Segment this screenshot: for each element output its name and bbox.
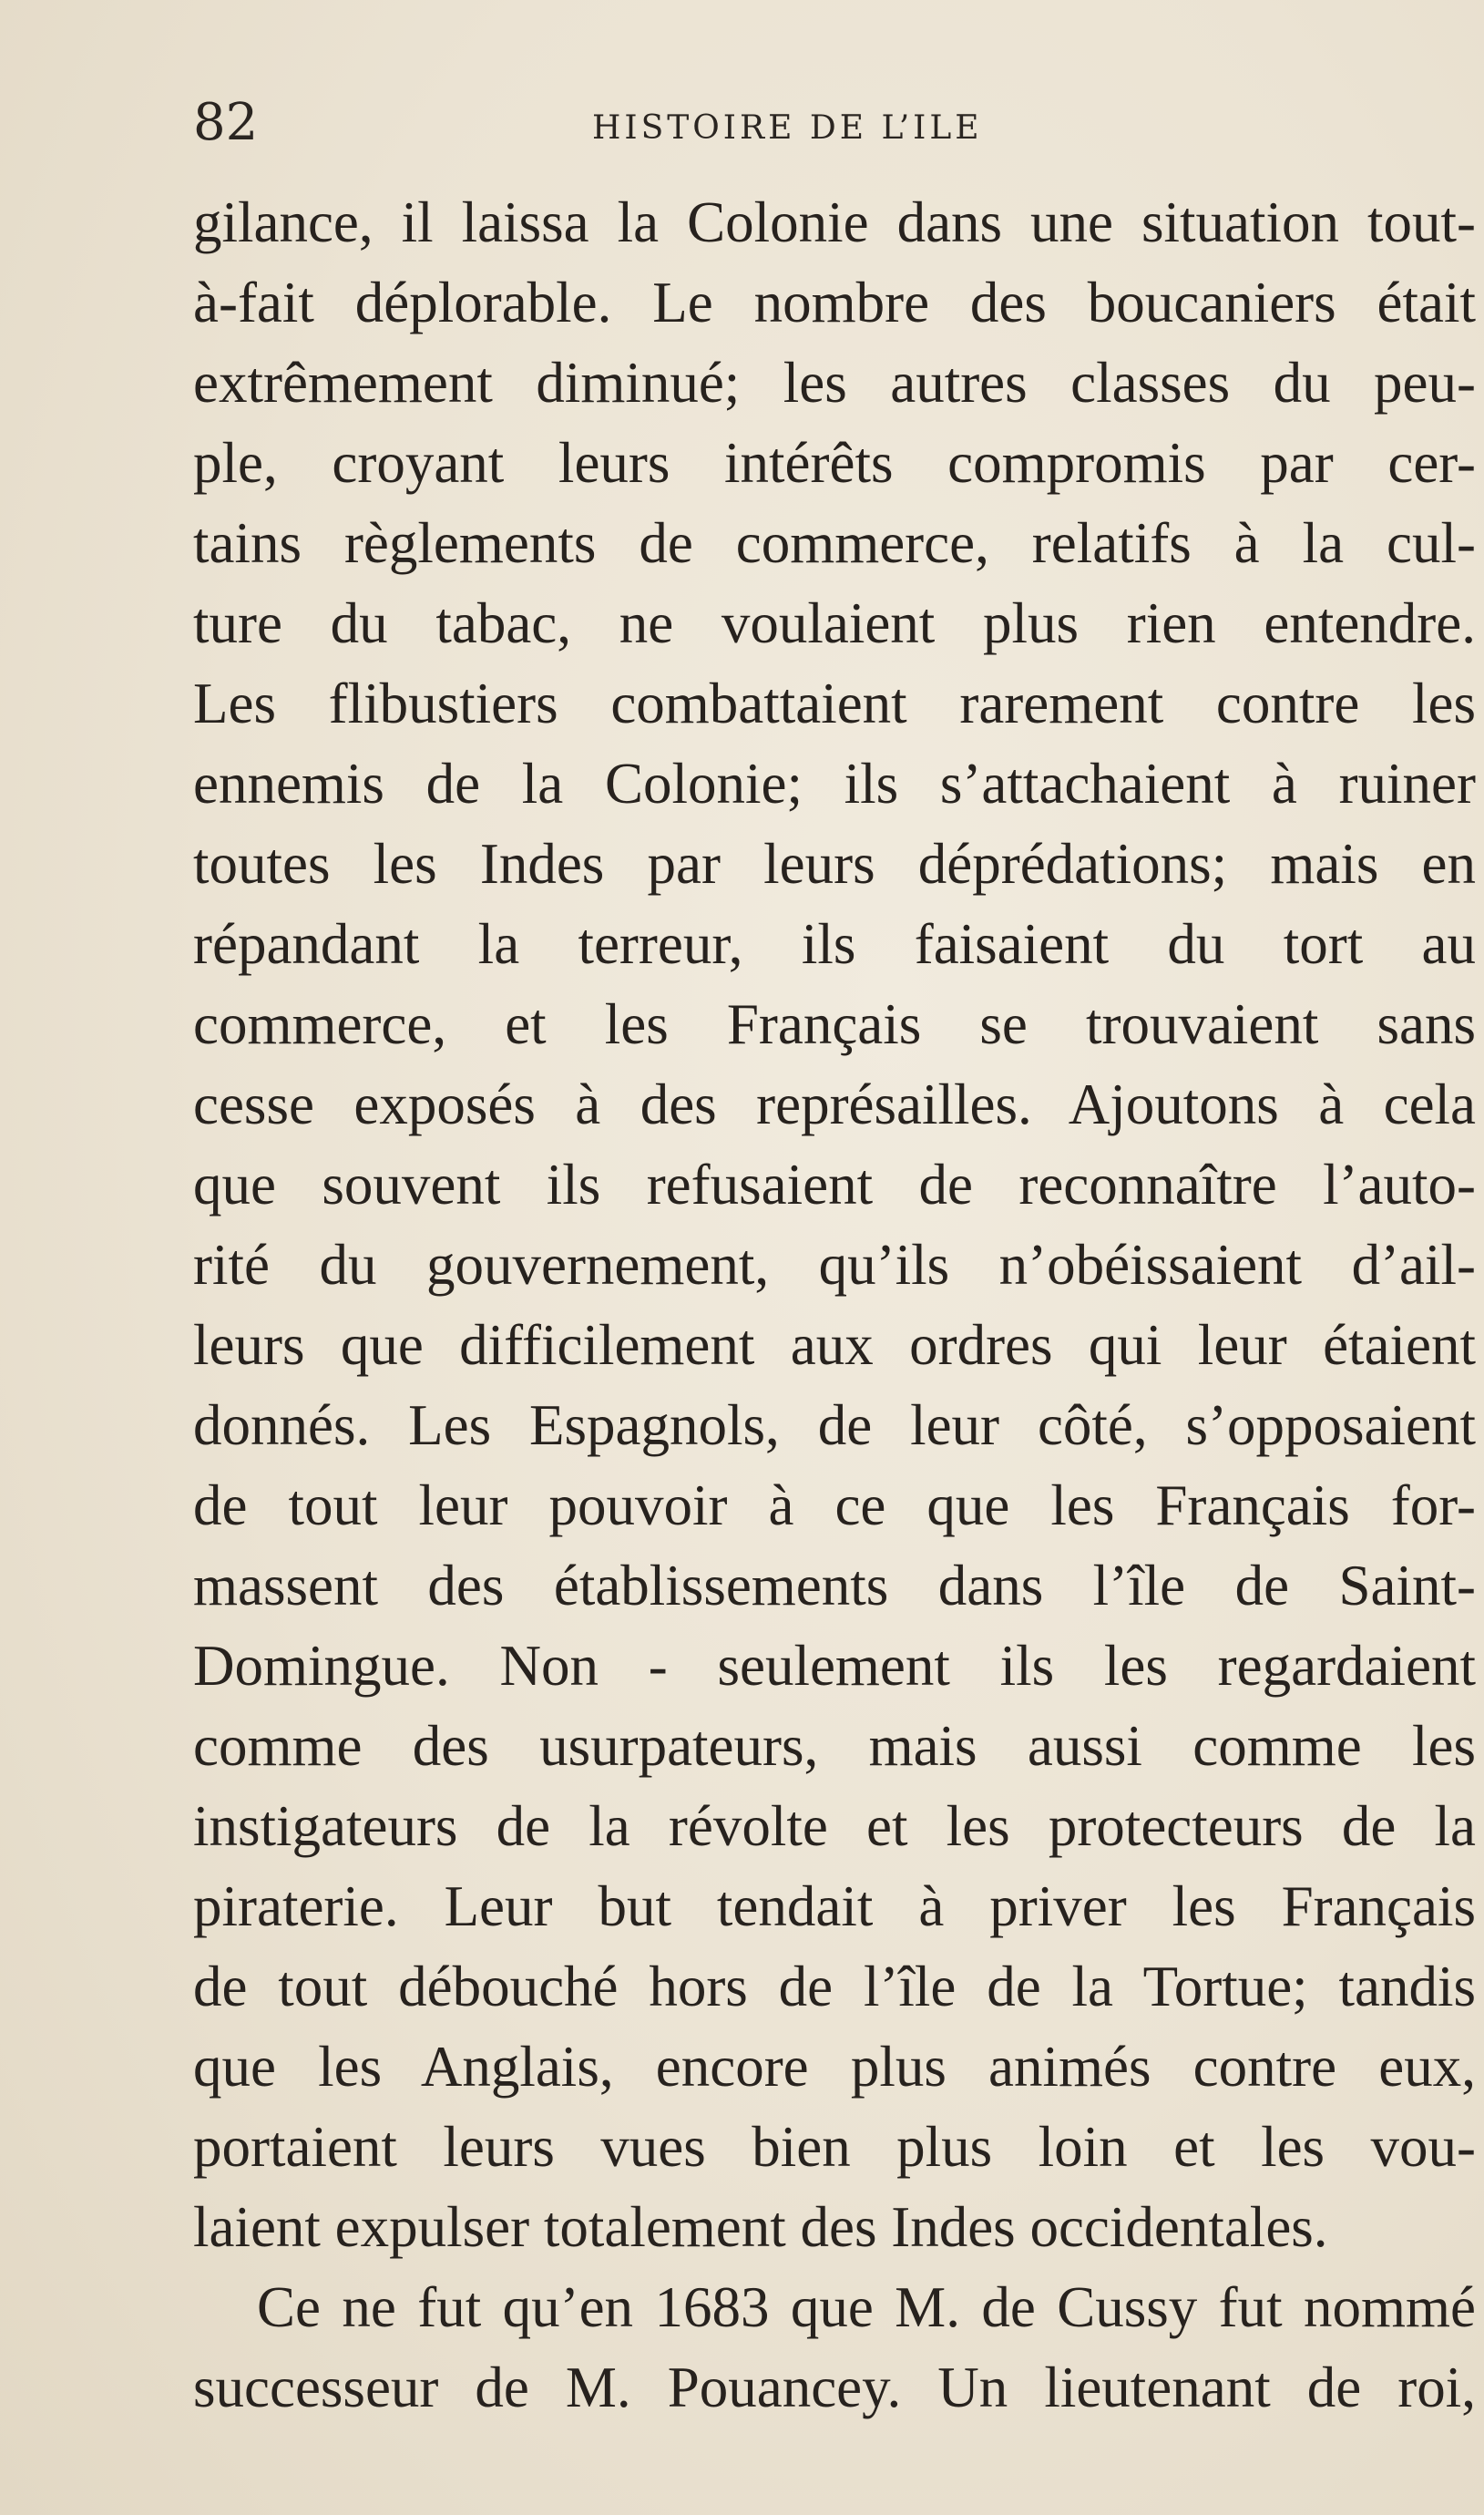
text-line: toutes les Indes par leurs déprédations; mais en: [193, 832, 1476, 896]
text-line: Domingue. Non - seulement ils les regardaient: [193, 1634, 1476, 1698]
running-head: HISTOIRE DE L’ILE: [592, 109, 983, 147]
text-line-paragraph-end: laient expulser totalement des Indes occidentales.: [193, 2195, 1328, 2259]
text-line: Les flibustiers combattaient rarement contre les: [193, 672, 1476, 735]
text-line-paragraph-start: Ce ne fut qu’en 1683 que M. de Cussy fut nommé: [257, 2275, 1476, 2339]
page-header: [193, 91, 1478, 155]
text-line: massent des établissements dans l’île de Saint-: [193, 1554, 1476, 1617]
text-line: de tout leur pouvoir à ce que les Français for-: [193, 1473, 1476, 1537]
text-line: de tout débouché hors de l’île de la Tortue; tandis: [193, 1955, 1476, 2018]
text-line: tains règlements de commerce, relatifs à la cul-: [193, 511, 1476, 575]
text-line: donnés. Les Espagnols, de leur côté, s’opposaient: [193, 1393, 1476, 1457]
text-line: que les Anglais, encore plus animés contre eux,: [193, 2035, 1476, 2099]
text-line: portaient leurs vues bien plus loin et les vou-: [193, 2115, 1476, 2179]
page-number: 82: [193, 93, 259, 152]
text-line: comme des usurpateurs, mais aussi comme les: [193, 1714, 1476, 1778]
text-line: successeur de M. Pouancey. Un lieutenant de roi,: [193, 2356, 1476, 2419]
text-line: ennemis de la Colonie; ils s’attachaient à ruiner: [193, 752, 1476, 816]
text-line: rité du gouvernement, qu’ils n’obéissaient d’ail-: [193, 1233, 1476, 1297]
text-line: piraterie. Leur but tendait à priver les Français: [193, 1874, 1476, 1938]
text-line: à-fait déplorable. Le nombre des boucaniers était: [193, 271, 1476, 334]
text-line: répandant la terreur, ils faisaient du tort au: [193, 912, 1476, 976]
text-line: leurs que difficilement aux ordres qui leur étaient: [193, 1313, 1476, 1377]
text-line: que souvent ils refusaient de reconnaître l’auto-: [193, 1153, 1476, 1216]
text-line: extrêmement diminué; les autres classes du peu-: [193, 351, 1476, 415]
text-line: commerce, et les Français se trouvaient sans: [193, 992, 1476, 1056]
text-line: gilance, il laissa la Colonie dans une situation tout-: [193, 190, 1476, 254]
text-line: ture du tabac, ne voulaient plus rien entendre.: [193, 591, 1476, 655]
text-line: cesse exposés à des représailles. Ajoutons à cela: [193, 1073, 1476, 1136]
text-line: instigateurs de la révolte et les protecteurs de la: [193, 1794, 1476, 1858]
body-text: [193, 182, 1476, 2428]
text-line: ple, croyant leurs intérêts compromis par cer-: [193, 431, 1476, 495]
